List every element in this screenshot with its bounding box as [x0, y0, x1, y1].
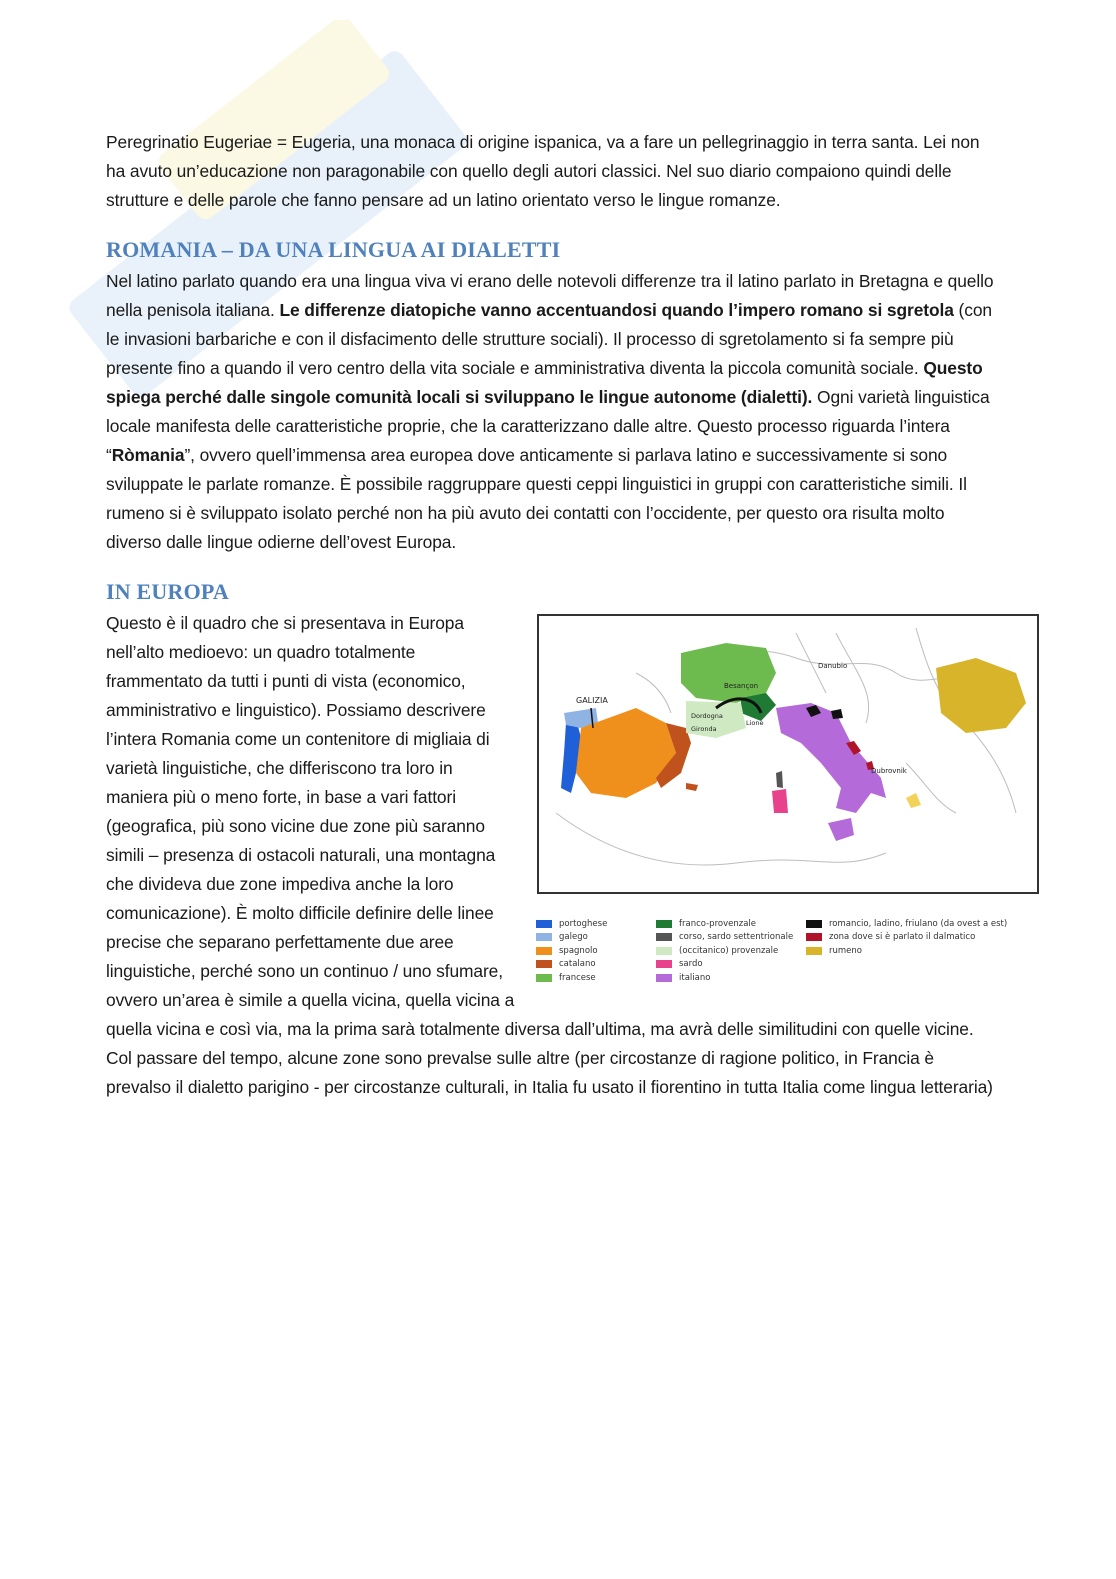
legend-item: portoghese	[536, 917, 607, 931]
europa-paragraph: Questo è il quadro che si presentava in Europa nell’alto medioevo: un quadro totalmente frammentato da tutti i punti di vista (economico, amministrativo e linguistico). Possiamo descrivere l’intera Romania come un contenitore di migliaia di varietà linguistiche, che differiscono tra loro in maniera più o meno forte, in base a vari fattori (geografica, più sono vicine due zone più saranno simili – presenza di ostacoli naturali, una montagna che divideva due zone impediva anche la loro comunicazione). È molto difficile definire delle linee precise che separano perfettamente due aree linguistiche, perché sono un continuo / uno sfumare, ovvero un’area è simile a quella vicina, quella vicina a quella vicina e così via, ma la prima sarà totalmente diversa dall’ultima, ma avrà delle similitudini con quelle vicine. Col passare del tempo, alcune zone sono prevalse sulle altre (per circostanze di ragione politico, in Francia è prevalso il dialetto parigino - per circostanze culturali, in Italia fu usato il fiorentino in tutta Italia come lingua letteraria)	[106, 613, 993, 1097]
bold-phrase: Le differenze diatopiche vanno accentuandosi quando l’impero romano si sgretola	[279, 300, 954, 320]
map-legend	[536, 917, 1046, 983]
legend-item: francese	[536, 971, 607, 985]
legend-column	[806, 917, 1007, 958]
region-sardo	[772, 789, 788, 813]
label-danubio: Danubio	[818, 662, 848, 670]
map-image	[536, 613, 1046, 913]
label-galizia: GALIZIA	[576, 696, 608, 705]
label-gironda: Gironda	[691, 725, 717, 733]
legend-item: (occitanico) provenzale	[656, 944, 793, 958]
legend-item: galego	[536, 931, 607, 945]
label-besancon: Besançon	[724, 682, 759, 690]
legend-item: catalano	[536, 958, 607, 972]
europe-section	[106, 609, 1008, 1102]
legend-item: zona dove si è parlato il dalmatico	[806, 931, 1007, 945]
romance-languages-map	[536, 613, 1046, 985]
label-dordogna: Dordogna	[691, 712, 723, 720]
region-corso	[776, 771, 783, 788]
romania-paragraph: Nel latino parlato quando era una lingua viva vi erano delle notevoli differenze tra il latino parlato in Bretagna e quello nella penisola italiana. Le differenze diatopiche vanno accentuandosi quando l’impero romano si sgretola (con le invasioni barbariche e con il disfacimento delle strutture sociali). Il processo di sgretolamento si fa sempre più presente fino a quando il vero centro della vita sociale e amministrativa diventa la piccola comunità sociale. Questo spiega perché dalle singole comunità locali si sviluppano le lingue autonome (dialetti). Ogni varietà linguistica locale manifesta delle caratteristiche proprie, che la caratterizzano dalle altre. Questo processo riguarda l’intera “Ròmania”, ovvero quell’immensa area europea dove anticamente si parlava latino e successivamente si sono sviluppate le parlate romanze. È possibile raggruppare questi ceppi linguistici in gruppi con caratteristiche simili. Il rumeno si è sviluppato isolato perché non ha più avuto dei contatti con l’occidente, per questo ora risulta molto diverso dalle lingue odierne dell’ovest Europa.	[106, 271, 994, 552]
legend-item: romancio, ladino, friulano (da ovest a est)	[806, 917, 1007, 931]
heading-romania: ROMANIA – DA UNA LINGUA AI DIALETTI	[106, 237, 561, 262]
legend-item: rumeno	[806, 944, 1007, 958]
legend-item: franco-provenzale	[656, 917, 793, 931]
label-dubrovnik: Dubrovnik	[871, 767, 907, 775]
document-page	[106, 128, 1008, 1102]
bold-phrase: Questo spiega perché dalle singole comunità locali si sviluppano le lingue autonome (dialetti).	[106, 358, 983, 407]
legend-item: corso, sardo settentrionale	[656, 931, 793, 945]
bold-phrase: Ròmania	[111, 445, 185, 465]
legend-column	[656, 917, 793, 985]
legend-item: spagnolo	[536, 944, 607, 958]
legend-column	[536, 917, 607, 985]
legend-item: italiano	[656, 971, 793, 985]
intro-paragraph: Peregrinatio Eugeriae = Eugeria, una monaca di origine ispanica, va a fare un pellegrinaggio in terra santa. Lei non ha avuto un’educazione non paragonabile con quello degli autori classici. Nel suo diario compaiono quindi delle strutture e delle parole che fanno pensare ad un latino orientato verso le lingue romanze.	[106, 132, 980, 210]
label-lione: Lione	[746, 719, 764, 727]
heading-europa: IN EUROPA	[106, 579, 230, 604]
legend-item: sardo	[656, 958, 793, 972]
